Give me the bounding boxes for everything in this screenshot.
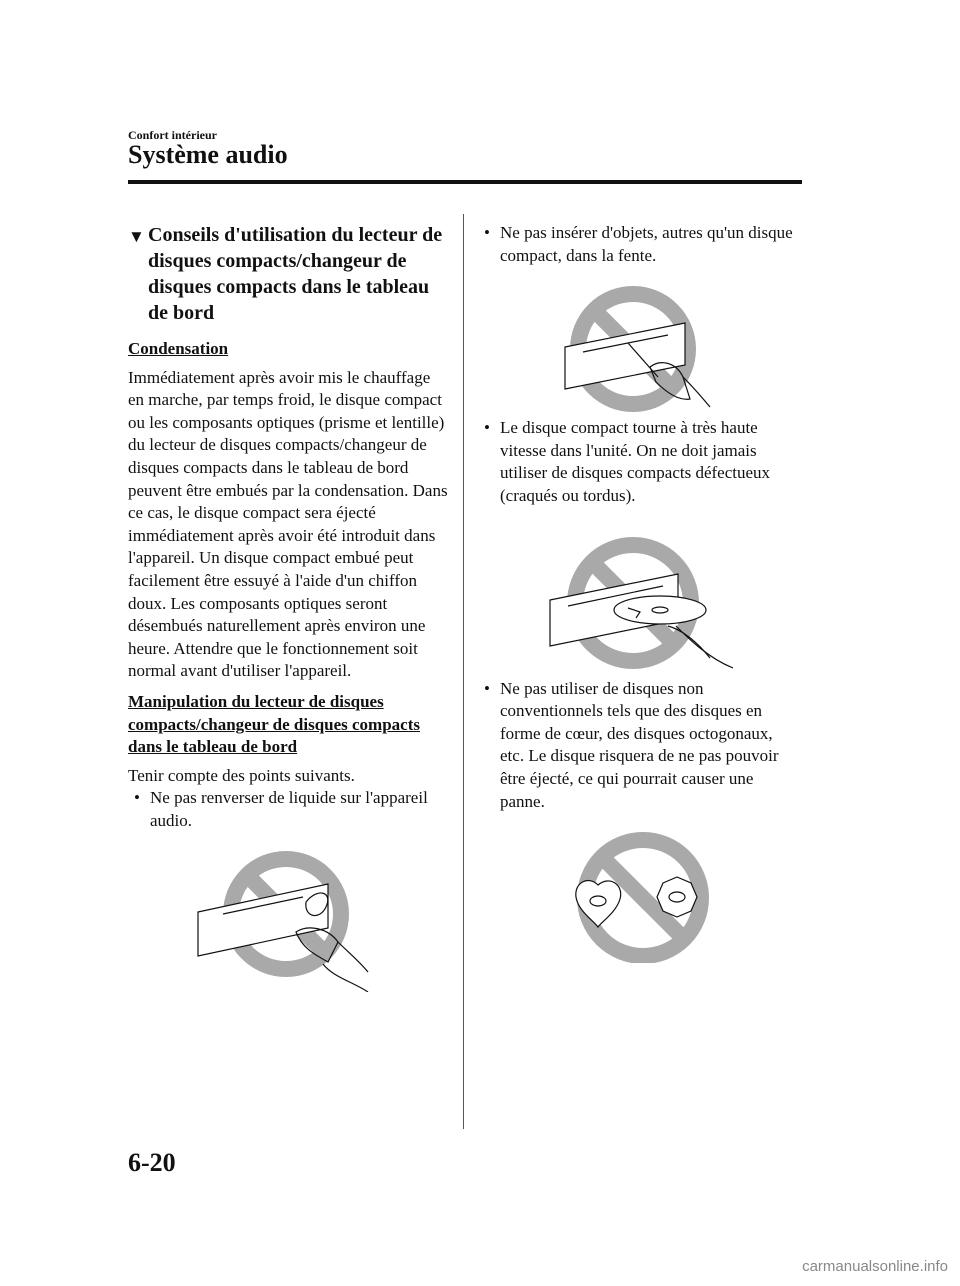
bullet-dot-icon: •	[484, 418, 490, 438]
bullet-dot-icon: •	[134, 788, 140, 808]
left-column	[128, 222, 448, 992]
bullet-text: Ne pas utiliser de disques non conventionnels tels que des disques en forme de cœur, des disques octogonaux, etc. Le disque risquera de ne pas pouvoir être éjecté, ce qui pourrait causer une panne.	[500, 678, 779, 811]
condensation-text: Immédiatement après avoir mis le chauffage en marche, par temps froid, le disque compact ou les composants optiques (prisme et lentille) du lecteur de disques compacts/changeur de disques compacts dans le tableau de bord peuvent être embués par la condensation. Dans ce cas, le disque compact sera éjecté immédiatement après avoir été introduit dans l'appareil. Un disque compact embué peut facilement être essuyé à l'aide d'un chiffon doux. Les composants optiques seront désembués naturellement après environ une heure. Attendre que le fonctionnement soit normal avant d'utiliser l'appareil.	[128, 367, 448, 681]
heading-marker-icon: ▼	[128, 227, 145, 246]
bullet-text: Le disque compact tourne à très haute vitesse dans l'unité. On ne doit jamais utiliser de disques compacts défectueux (craqués ou tordus).	[500, 418, 771, 505]
odd-shape-disc-figure	[478, 813, 798, 963]
watermark: carmanualsonline.info	[802, 1258, 948, 1275]
bullet-item	[478, 417, 798, 507]
page-title: Système audio	[128, 140, 288, 169]
heading-text: Conseils d'utilisation du lecteur de disques compacts/changeur de disques compacts dans le tableau de bord	[148, 224, 443, 324]
section-heading	[128, 222, 448, 326]
handling-intro: Tenir compte des points suivants.	[128, 765, 355, 785]
cracked-disc-figure	[478, 508, 798, 678]
condensation-title: Condensation	[128, 339, 229, 358]
page-number: 6-20	[128, 1148, 176, 1177]
right-column	[478, 222, 798, 963]
bullet-item	[128, 787, 448, 832]
bullet-text: Ne pas insérer d'objets, autres qu'un disque compact, dans la fente.	[500, 223, 793, 265]
inserted-object-figure	[478, 267, 798, 417]
title-rule	[128, 180, 802, 184]
bullet-text: Ne pas renverser de liquide sur l'appareil audio.	[150, 788, 428, 830]
bullet-item	[478, 222, 798, 267]
liquid-spill-figure	[128, 832, 448, 992]
section-label: Confort intérieur	[128, 128, 217, 142]
handling-title: Manipulation du lecteur de disques compacts/changeur de disques compacts dans le tableau de bord	[128, 691, 420, 757]
column-divider	[463, 214, 464, 1129]
bullet-dot-icon: •	[484, 223, 490, 242]
bullet-item	[478, 678, 798, 814]
bullet-dot-icon: •	[484, 678, 490, 698]
